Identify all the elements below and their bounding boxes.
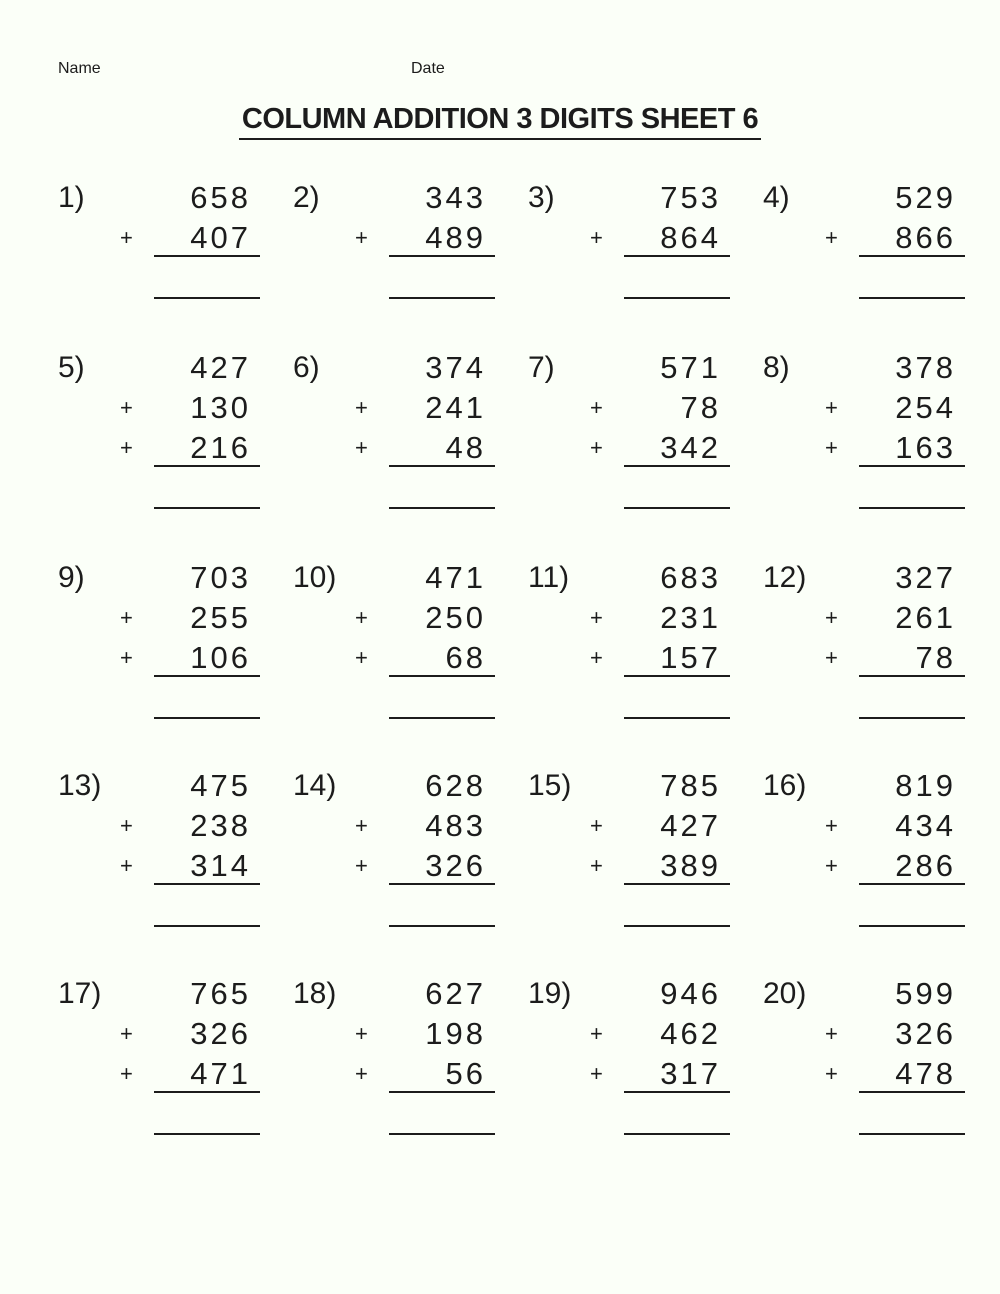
problem <box>58 558 293 766</box>
problem-number: 17) <box>58 977 102 1010</box>
addend-value: 462 <box>660 1016 721 1051</box>
plus-sign: + <box>355 605 368 630</box>
addend-value: 326 <box>190 1016 251 1051</box>
problem <box>293 348 528 558</box>
plus-sign: + <box>590 853 603 878</box>
plus-sign: + <box>355 1061 368 1086</box>
addend-row <box>825 638 965 678</box>
problem <box>528 974 763 1135</box>
plus-sign: + <box>355 645 368 670</box>
addend-value: 56 <box>445 1056 486 1091</box>
answer-line <box>859 297 965 299</box>
problem-number: 8) <box>763 351 790 384</box>
problem-body <box>120 766 260 927</box>
problem-number: 4) <box>763 181 790 214</box>
addend-value: 106 <box>190 640 251 675</box>
addend-row <box>590 388 730 428</box>
addend-row <box>825 1014 965 1054</box>
plus-sign: + <box>355 853 368 878</box>
answer-line <box>859 507 965 509</box>
addend-row <box>590 1014 730 1054</box>
addend-value: 317 <box>660 1056 721 1091</box>
addend-row <box>590 638 730 678</box>
addend-row <box>355 974 495 1014</box>
addend-value: 68 <box>445 640 486 675</box>
addend-row <box>825 598 965 638</box>
plus-sign: + <box>120 605 133 630</box>
problem-body <box>825 558 965 719</box>
problem-body <box>355 348 495 509</box>
problem <box>528 558 763 766</box>
plus-sign: + <box>355 813 368 838</box>
answer-line <box>389 507 495 509</box>
addend-row <box>825 428 965 468</box>
addend-row <box>120 846 260 886</box>
addend-row <box>590 974 730 1014</box>
problem-number: 11) <box>528 561 570 594</box>
answer-line <box>154 1133 260 1135</box>
plus-sign: + <box>825 1061 838 1086</box>
problem-number: 10) <box>293 561 337 594</box>
problem-body <box>120 558 260 719</box>
addend-row <box>355 428 495 468</box>
problem <box>293 766 528 974</box>
addend-row <box>120 598 260 638</box>
addend-row <box>120 806 260 846</box>
addend-value: 478 <box>895 1056 956 1091</box>
addend-value: 261 <box>895 600 956 635</box>
addend-value: 157 <box>660 640 721 675</box>
addend-value: 327 <box>895 560 956 595</box>
answer-line <box>624 717 730 719</box>
answer-line <box>389 717 495 719</box>
addend-row <box>120 638 260 678</box>
plus-sign: + <box>355 395 368 420</box>
addend-row <box>355 558 495 598</box>
addend-row <box>590 806 730 846</box>
addend-row <box>355 806 495 846</box>
problem <box>58 178 293 348</box>
problem <box>763 348 998 558</box>
addend-value: 254 <box>895 390 956 425</box>
page-title <box>0 103 1000 140</box>
problem <box>528 766 763 974</box>
problem-number: 13) <box>58 769 102 802</box>
addend-row <box>355 178 495 218</box>
problem-body <box>825 766 965 927</box>
addend-value: 238 <box>190 808 251 843</box>
answer-line <box>859 1133 965 1135</box>
plus-sign: + <box>825 645 838 670</box>
plus-sign: + <box>590 395 603 420</box>
addend-value: 343 <box>425 180 486 215</box>
addend-value: 529 <box>895 180 956 215</box>
addend-row <box>355 1054 495 1094</box>
addend-value: 475 <box>190 768 251 803</box>
addend-value: 599 <box>895 976 956 1011</box>
addend-value: 241 <box>425 390 486 425</box>
problem <box>293 974 528 1135</box>
addend-row <box>590 846 730 886</box>
problem-body <box>120 348 260 509</box>
answer-line <box>389 925 495 927</box>
plus-sign: + <box>825 853 838 878</box>
problem-body <box>120 974 260 1135</box>
problem <box>58 974 293 1135</box>
problem-number: 20) <box>763 977 807 1010</box>
addend-row <box>825 974 965 1014</box>
addend-row <box>355 846 495 886</box>
problem-body <box>590 348 730 509</box>
answer-line <box>624 1133 730 1135</box>
problem-number: 3) <box>528 181 555 214</box>
addend-value: 785 <box>660 768 721 803</box>
addend-value: 683 <box>660 560 721 595</box>
addend-value: 658 <box>190 180 251 215</box>
addend-row <box>590 178 730 218</box>
addend-row <box>825 558 965 598</box>
answer-line <box>859 925 965 927</box>
answer-line <box>154 717 260 719</box>
addend-row <box>355 638 495 678</box>
problem <box>293 558 528 766</box>
addend-row <box>825 388 965 428</box>
answer-line <box>389 297 495 299</box>
problem-number: 14) <box>293 769 337 802</box>
problem-number: 16) <box>763 769 807 802</box>
addend-row <box>355 218 495 258</box>
addend-row <box>120 388 260 428</box>
problem-number: 1) <box>58 181 85 214</box>
answer-line <box>624 925 730 927</box>
plus-sign: + <box>590 813 603 838</box>
answer-line <box>154 507 260 509</box>
addend-value: 819 <box>895 768 956 803</box>
addend-value: 255 <box>190 600 251 635</box>
problem <box>293 178 528 348</box>
problem <box>763 558 998 766</box>
addend-value: 434 <box>895 808 956 843</box>
answer-line <box>624 507 730 509</box>
plus-sign: + <box>590 1061 603 1086</box>
addend-value: 753 <box>660 180 721 215</box>
addend-row <box>120 558 260 598</box>
plus-sign: + <box>120 813 133 838</box>
problem-number: 18) <box>293 977 337 1010</box>
plus-sign: + <box>120 395 133 420</box>
problem-body <box>590 974 730 1135</box>
addend-value: 628 <box>425 768 486 803</box>
addend-value: 407 <box>190 220 251 255</box>
problem-body <box>825 178 965 299</box>
addend-value: 314 <box>190 848 251 883</box>
plus-sign: + <box>590 225 603 250</box>
addend-value: 378 <box>895 350 956 385</box>
addend-row <box>590 598 730 638</box>
addend-value: 571 <box>660 350 721 385</box>
answer-line <box>859 717 965 719</box>
plus-sign: + <box>355 1021 368 1046</box>
addend-row <box>825 178 965 218</box>
addend-value: 627 <box>425 976 486 1011</box>
addend-row <box>825 806 965 846</box>
addend-value: 489 <box>425 220 486 255</box>
addend-value: 286 <box>895 848 956 883</box>
addend-row <box>590 428 730 468</box>
plus-sign: + <box>590 435 603 460</box>
addend-value: 471 <box>425 560 486 595</box>
addend-row <box>825 218 965 258</box>
problem-number: 7) <box>528 351 555 384</box>
addend-value: 231 <box>660 600 721 635</box>
addend-row <box>120 428 260 468</box>
addend-row <box>355 348 495 388</box>
addend-value: 78 <box>915 640 956 675</box>
page-title-text: COLUMN ADDITION 3 DIGITS SHEET 6 <box>239 103 761 140</box>
date-label: Date <box>411 60 445 77</box>
addend-row <box>590 218 730 258</box>
answer-line <box>154 925 260 927</box>
addend-row <box>825 766 965 806</box>
addend-row <box>825 348 965 388</box>
problem-number: 5) <box>58 351 85 384</box>
problem <box>58 766 293 974</box>
plus-sign: + <box>355 225 368 250</box>
addend-row <box>355 598 495 638</box>
addend-value: 326 <box>895 1016 956 1051</box>
problem-body <box>590 558 730 719</box>
addend-value: 216 <box>190 430 251 465</box>
plus-sign: + <box>120 435 133 460</box>
addend-row <box>120 1014 260 1054</box>
problem <box>58 348 293 558</box>
problem-body <box>355 178 495 299</box>
addend-row <box>590 766 730 806</box>
plus-sign: + <box>120 1021 133 1046</box>
plus-sign: + <box>825 225 838 250</box>
plus-sign: + <box>120 853 133 878</box>
addend-value: 163 <box>895 430 956 465</box>
addend-value: 48 <box>445 430 486 465</box>
addend-row <box>120 348 260 388</box>
addend-row <box>590 348 730 388</box>
addend-value: 374 <box>425 350 486 385</box>
problem-body <box>825 348 965 509</box>
addend-row <box>355 388 495 428</box>
addend-value: 130 <box>190 390 251 425</box>
problem-body <box>355 766 495 927</box>
addend-row <box>355 1014 495 1054</box>
problem-number: 19) <box>528 977 572 1010</box>
plus-sign: + <box>120 1061 133 1086</box>
addend-value: 765 <box>190 976 251 1011</box>
problem-number: 2) <box>293 181 320 214</box>
problem <box>763 178 998 348</box>
answer-line <box>154 297 260 299</box>
addend-row <box>825 846 965 886</box>
answer-line <box>624 297 730 299</box>
plus-sign: + <box>590 645 603 670</box>
plus-sign: + <box>355 435 368 460</box>
problem-body <box>120 178 260 299</box>
plus-sign: + <box>825 395 838 420</box>
problem-number: 15) <box>528 769 572 802</box>
problem-body <box>590 766 730 927</box>
plus-sign: + <box>825 605 838 630</box>
addend-row <box>120 974 260 1014</box>
answer-line <box>389 1133 495 1135</box>
problem-number: 6) <box>293 351 320 384</box>
addend-value: 483 <box>425 808 486 843</box>
problem <box>528 178 763 348</box>
plus-sign: + <box>825 1021 838 1046</box>
plus-sign: + <box>120 225 133 250</box>
problem <box>763 974 998 1135</box>
addend-row <box>120 1054 260 1094</box>
plus-sign: + <box>825 813 838 838</box>
addend-value: 703 <box>190 560 251 595</box>
addend-value: 427 <box>190 350 251 385</box>
addend-row <box>825 1054 965 1094</box>
addend-row <box>355 766 495 806</box>
addend-row <box>590 1054 730 1094</box>
addend-value: 427 <box>660 808 721 843</box>
name-label: Name <box>58 60 101 77</box>
problems-grid <box>58 178 998 1135</box>
addend-value: 250 <box>425 600 486 635</box>
addend-value: 326 <box>425 848 486 883</box>
addend-value: 866 <box>895 220 956 255</box>
problem <box>763 766 998 974</box>
problem-body <box>590 178 730 299</box>
plus-sign: + <box>825 435 838 460</box>
addend-value: 342 <box>660 430 721 465</box>
addend-value: 78 <box>680 390 721 425</box>
addend-value: 864 <box>660 220 721 255</box>
problem-body <box>355 558 495 719</box>
addend-row <box>120 766 260 806</box>
plus-sign: + <box>120 645 133 670</box>
addend-row <box>120 218 260 258</box>
plus-sign: + <box>590 1021 603 1046</box>
problem-number: 9) <box>58 561 85 594</box>
problem-number: 12) <box>763 561 807 594</box>
addend-row <box>590 558 730 598</box>
plus-sign: + <box>590 605 603 630</box>
problem-body <box>355 974 495 1135</box>
problem <box>528 348 763 558</box>
addend-value: 389 <box>660 848 721 883</box>
addend-row <box>120 178 260 218</box>
problem-body <box>825 974 965 1135</box>
addend-value: 471 <box>190 1056 251 1091</box>
addend-value: 946 <box>660 976 721 1011</box>
addend-value: 198 <box>425 1016 486 1051</box>
